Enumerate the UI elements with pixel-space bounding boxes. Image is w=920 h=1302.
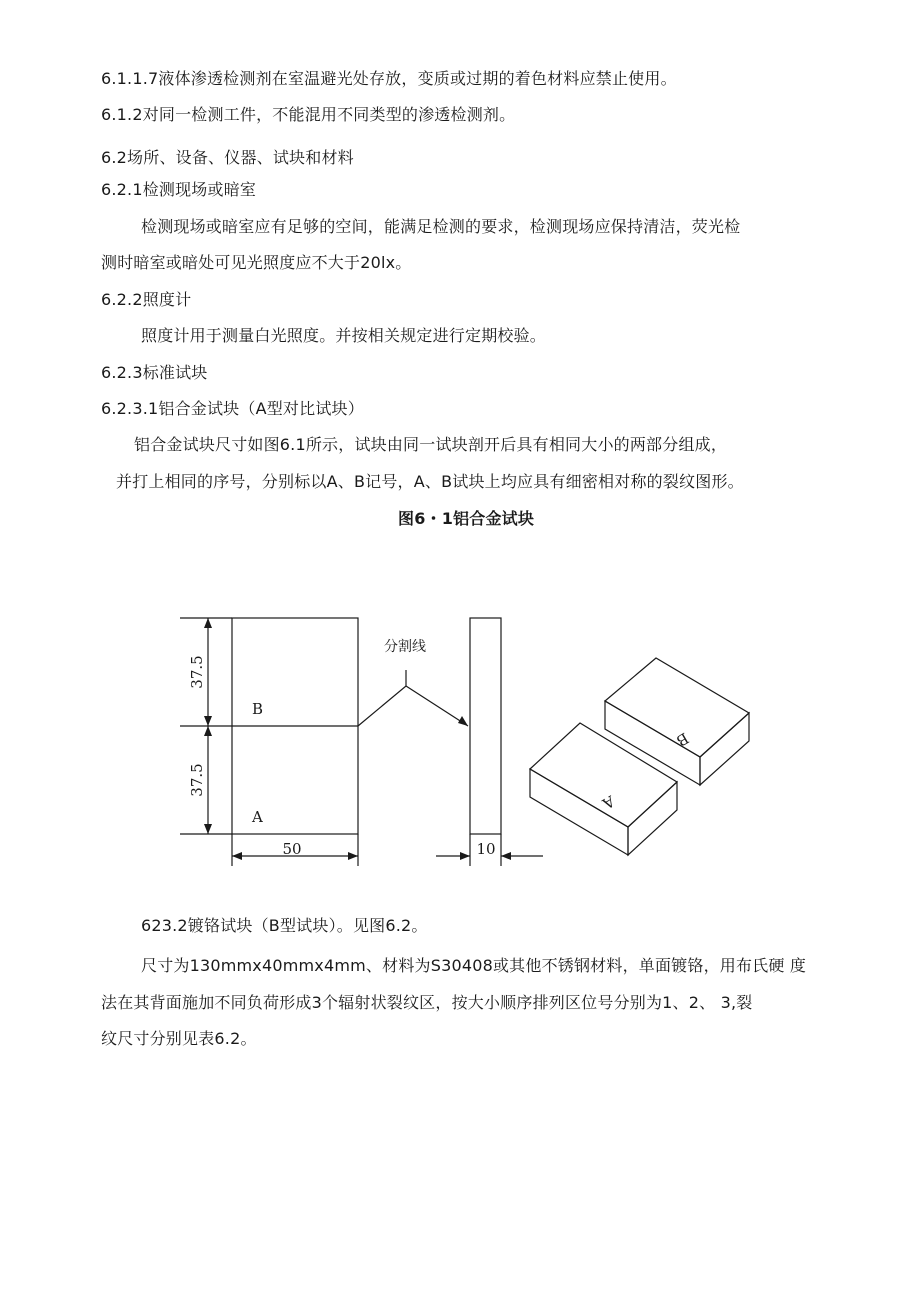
dim-thickness-label: 10 — [476, 840, 496, 858]
dim-width-label: 50 — [282, 840, 302, 858]
paragraph-6-2-1-body-2: 测时暗室或暗处可见光照度应不大于20lx。 — [101, 253, 412, 272]
figure-caption: 图6・1铝合金试块 — [398, 509, 535, 528]
split-line-label: 分割线 — [384, 639, 426, 655]
paragraph-6-2-3-2-body-1: 尺寸为130mmx40mmx4mm、材料为S30408或其他不锈钢材料，单面镀铬，用布氏硬 度 — [141, 956, 807, 975]
dim-top-label: 37.5 — [188, 655, 206, 689]
block-a-top — [530, 723, 677, 827]
paragraph-6-1-1-7: 6.1.1.7液体渗透检测剂在室温避光处存放，变质或过期的着色材料应禁止使用。 — [101, 69, 677, 88]
iso-label-a: A — [599, 791, 618, 813]
paragraph-6-2-3-1-body-1: 铝合金试块尺寸如图6.1所示，试块由同一试块剖开后具有相同大小的两部分组成， — [134, 435, 728, 454]
heading-6-2-3-1: 6.2.3.1铝合金试块（A型对比试块） — [101, 399, 364, 418]
label-b: B — [252, 700, 264, 718]
split-line-leader — [358, 686, 468, 726]
heading-6-2: 6.2场所、设备、仪器、试块和材料 — [101, 148, 354, 167]
dim-bottom-label: 37.5 — [188, 763, 206, 797]
label-a: A — [252, 808, 263, 826]
paragraph-6-2-3-1-body-2: 并打上相同的序号，分别标以A、B记号，A、B试块上均应具有细密相对称的裂纹图形。 — [116, 472, 744, 491]
heading-6-2-1: 6.2.1检测现场或暗室 — [101, 180, 257, 199]
aluminum-test-block-figure — [0, 560, 920, 880]
paragraph-6-2-3-2-body-3: 纹尺寸分别见表6.2。 — [101, 1029, 257, 1048]
heading-6-2-3: 6.2.3标准试块 — [101, 363, 208, 382]
side-view-outline — [470, 618, 501, 834]
paragraph-6-2-1-body-1: 检测现场或暗室应有足够的空间，能满足检测的要求，检测现场应保持清洁，荧光检 — [141, 217, 741, 236]
paragraph-6-2-3-2-body-2: 法在其背面施加不同负荷形成3个辐射状裂纹区，按大小顺序排列区位号分别为1、2、 3,裂 — [101, 993, 753, 1012]
iso-label-b: B — [673, 728, 692, 750]
paragraph-6-2-2-body: 照度计用于测量白光照度。并按相关规定进行定期校验。 — [141, 326, 547, 345]
heading-6-2-2: 6.2.2照度计 — [101, 290, 192, 309]
paragraph-6-1-2: 6.1.2对同一检测工件，不能混用不同类型的渗透检测剂。 — [101, 105, 516, 124]
paragraph-6-2-3-2: 623.2镀铬试块（B型试块）。见图6.2。 — [141, 916, 428, 935]
